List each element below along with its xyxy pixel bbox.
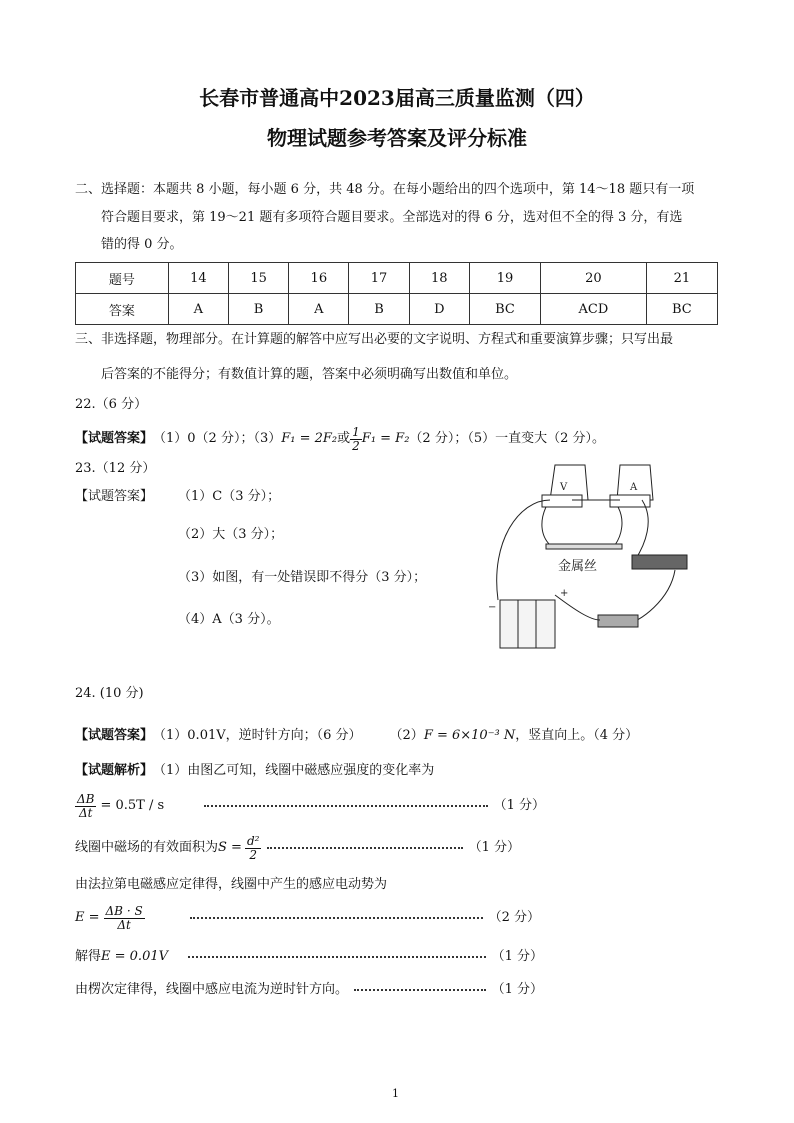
- table-cell: A: [168, 294, 228, 325]
- table-cell: 19: [469, 263, 540, 294]
- numerator: d²: [246, 833, 260, 848]
- answer-label: 【试题答案】: [75, 489, 154, 504]
- answer-text: ，竖直向上。（4 分）: [515, 728, 639, 743]
- leader-dots: [204, 805, 487, 807]
- table-cell: 14: [168, 263, 228, 294]
- q24-answer: [75, 727, 638, 745]
- answer-text: （2 分）；（5）一直变大（2 分）。: [409, 431, 605, 446]
- table-cell: B: [349, 294, 409, 325]
- wire: [635, 500, 648, 560]
- answer-table: [75, 262, 718, 325]
- table-cell: 16: [289, 263, 349, 294]
- numerator: ΔB: [77, 791, 95, 806]
- analysis-text: （1）由图乙可知，线圈中磁感应强度的变化率为: [153, 763, 435, 778]
- analysis-label: 【试题解析】: [75, 763, 154, 778]
- table-cell: BC: [646, 294, 717, 325]
- metal-wire-board: [546, 544, 622, 549]
- section2-text: 二、选择题：本题共 8 小题，每小题 6 分，共 48 分。在每小题给出的四个选项中，第 14～18 题只有一项: [75, 182, 695, 197]
- rheostat: [632, 555, 687, 569]
- battery-minus: −: [488, 602, 497, 613]
- denominator: 2: [352, 438, 360, 453]
- equation: = 0.5T / s: [100, 798, 165, 813]
- section3-text: 三、非选择题，物理部分。在计算题的解答中应写出必要的文字说明、方程式和重要演算步骤；只写出最: [75, 332, 674, 347]
- fraction: [245, 835, 262, 862]
- equation: F = 6×10⁻³ N: [423, 728, 516, 743]
- leader-dots: [188, 956, 486, 958]
- q23-answer: （3）如图，有一处错误即不得分（3 分）；: [178, 570, 427, 585]
- equation: E = 0.01V: [101, 949, 168, 964]
- denominator: Δt: [117, 917, 131, 932]
- table-cell: 答案: [76, 294, 169, 325]
- section3-text: 后答案的不能得分；有数值计算的题，答案中必须明确写出数值和单位。: [101, 367, 518, 382]
- equation: E =: [75, 910, 100, 925]
- q22-answer: [75, 424, 605, 454]
- analysis-line: [75, 762, 434, 780]
- table-cell: 15: [228, 263, 288, 294]
- table-cell: 题号: [76, 263, 169, 294]
- circuit-diagram: [480, 460, 720, 660]
- q24-heading: 24. (10 分): [75, 686, 144, 701]
- answer-label: 【试题答案】: [75, 431, 154, 446]
- q23-heading: 23.（12 分）: [75, 461, 156, 476]
- voltmeter-label: V: [560, 482, 568, 493]
- equation: F₁ = F₂: [361, 431, 410, 446]
- analysis-text: 由法拉第电磁感应定律得，线圈中产生的感应电动势为: [75, 877, 388, 892]
- denominator: 2: [249, 847, 258, 862]
- table-cell: 17: [349, 263, 409, 294]
- table-cell: ACD: [541, 294, 647, 325]
- analysis-text: 线圈中磁场的有效面积为: [75, 840, 219, 855]
- fraction: [350, 426, 362, 453]
- page-subtitle: 物理试题参考答案及评分标准: [267, 126, 527, 150]
- equation-line: [75, 790, 545, 822]
- battery: [500, 600, 555, 648]
- ammeter-label: A: [630, 482, 638, 493]
- answer-label: 【试题答案】: [75, 728, 154, 743]
- q23-answer: （2）大（3 分）；: [178, 527, 284, 542]
- wire: [542, 507, 622, 545]
- score: （1 分）: [491, 982, 543, 997]
- equation-line: [75, 902, 540, 934]
- page-title: 长春市普通高中2023届高三质量监测（四）: [199, 86, 595, 110]
- fraction: [75, 793, 96, 820]
- wire: [497, 500, 550, 600]
- table-cell: 18: [409, 263, 469, 294]
- equation-line: [75, 832, 520, 864]
- equation: F₁ = 2F₂: [281, 431, 338, 446]
- table-cell: B: [228, 294, 288, 325]
- page-number: 1: [392, 1087, 399, 1100]
- section2-text: 符合题目要求，第 19～21 题有多项符合题目要求。全部选对的得 6 分，选对但不全的得 3 分，有选: [101, 210, 683, 225]
- answer-text: （1）0（2 分）；（3）: [153, 431, 282, 446]
- equation: S =: [218, 840, 242, 855]
- q23-answer: （4）A（3 分）。: [178, 612, 280, 627]
- score: （1 分）: [493, 798, 545, 813]
- answer-text: （2）: [389, 728, 424, 743]
- equation-line: [75, 981, 543, 999]
- table-cell: A: [289, 294, 349, 325]
- leader-dots: [267, 847, 462, 849]
- q22-heading: 22.（6 分）: [75, 397, 148, 412]
- q23-answer: （1）C（3 分）；: [178, 489, 281, 504]
- switch: [598, 615, 638, 627]
- numerator: ΔB · S: [105, 903, 143, 918]
- table-cell: 20: [541, 263, 647, 294]
- table-cell: 21: [646, 263, 717, 294]
- table-row: [76, 263, 718, 294]
- table-row: [76, 294, 718, 325]
- fraction: [104, 905, 145, 932]
- denominator: Δt: [78, 805, 93, 820]
- score: （1 分）: [491, 949, 543, 964]
- score: （1 分）: [468, 840, 520, 855]
- metal-wire-label: 金属丝: [558, 559, 598, 574]
- equation-line: [75, 948, 543, 966]
- answer-text: （1）0.01V，逆时针方向；（6 分）: [153, 728, 362, 743]
- section2-text: 错的得 0 分。: [101, 237, 183, 252]
- analysis-text: 由楞次定律得，线圈中感应电流为逆时针方向。: [75, 982, 349, 997]
- battery-plus: +: [560, 588, 569, 599]
- analysis-text: 解得: [75, 949, 102, 964]
- table-cell: D: [409, 294, 469, 325]
- answer-text: 或: [337, 431, 351, 446]
- leader-dots: [190, 917, 483, 919]
- score: （2 分）: [488, 910, 540, 925]
- numerator: 1: [352, 424, 360, 439]
- table-cell: BC: [469, 294, 540, 325]
- leader-dots: [354, 989, 486, 991]
